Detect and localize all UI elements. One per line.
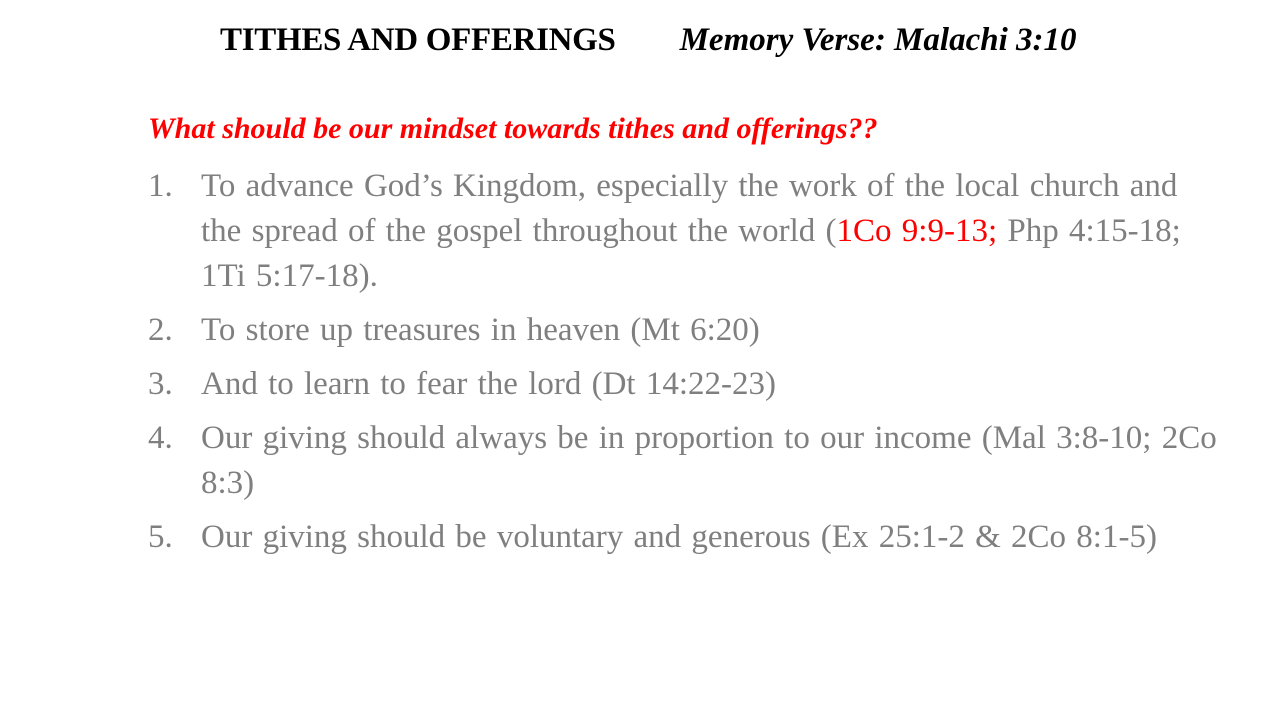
list-item-number: 5. [148, 519, 173, 555]
question-heading: What should be our mindset towards tithes and offerings?? [148, 112, 878, 145]
scripture-reference-highlight: 1Co 9:9-13; [836, 213, 998, 249]
list-item-text: Our giving should always be in proportion to our income (Mal 3:8-10; 2Co 8:3) [201, 420, 1217, 501]
list-item-text-part: Php 4:15-18; 1Ti 5:17-18). [201, 213, 1181, 294]
list-item-number: 1. [148, 168, 173, 204]
list-item [148, 308, 1220, 353]
list-item [148, 515, 1220, 560]
memory-verse: Memory Verse: Malachi 3:10 [679, 22, 1077, 58]
list-item-text [201, 164, 1220, 299]
mindset-list [148, 164, 1220, 569]
list-item-number: 3. [148, 366, 173, 402]
list-item-text-part: To advance God’s Kingdom, especially the work of the local church and the spread of the gospel throughout the world ( [201, 168, 1178, 249]
list-item-text: Our giving should be voluntary and generous (Ex 25:1-2 & 2Co 8:1-5) [201, 519, 1157, 555]
slide-title: TITHES AND OFFERINGS [220, 22, 616, 58]
list-item [148, 362, 1220, 407]
list-item-number: 4. [148, 420, 173, 456]
list-item-text: And to learn to fear the lord (Dt 14:22-23) [201, 366, 777, 402]
list-item [148, 416, 1220, 506]
list-item-number: 2. [148, 312, 173, 348]
slide-title-row [220, 22, 1076, 72]
list-item [148, 164, 1220, 299]
list-item-text: To store up treasures in heaven (Mt 6:20) [201, 312, 760, 348]
